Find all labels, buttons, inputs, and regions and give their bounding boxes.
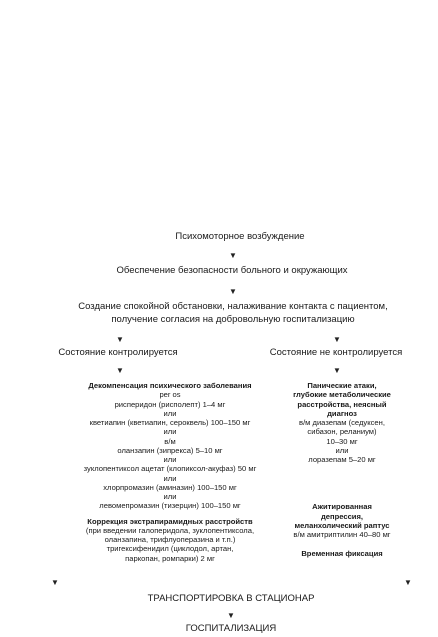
- left-line: хлорпромазин (аминазин) 100–150 мг: [103, 482, 237, 492]
- agitated-heading: меланхолический раптус: [294, 520, 390, 530]
- panic-heading: расстройства, неясный: [297, 399, 387, 409]
- left-line: рисперидон (риспoлепт) 1–4 мг: [114, 399, 226, 409]
- arrow-down-icon: ▼: [51, 578, 59, 587]
- left-line: оланзапин (зипрекса) 5–10 мг: [117, 445, 223, 455]
- left-line: или: [163, 455, 177, 464]
- left-treatment-block: [84, 381, 257, 563]
- arrow-down-icon: ▼: [404, 578, 412, 587]
- decompensation-heading: Декомпенсация психического заболевания: [88, 381, 252, 390]
- correction-line: оланзапина, трифлуоперазина и т.п.): [104, 535, 236, 544]
- branch-controlled: Состояние контролируется: [58, 347, 178, 358]
- diagram-title: Психомоторное возбуждение: [175, 231, 305, 242]
- step-contact-line-1: Создание спокойной обстановки, налаживание контакта с пациентом,: [78, 301, 388, 312]
- correction-line: тригексифенидил (циклодол, артан,: [106, 544, 234, 554]
- arrow-down-icon: ▼: [227, 611, 235, 620]
- left-line: левомепромазин (тизерцин) 100–150 мг: [99, 501, 241, 511]
- transport-label: ТРАНСПОРТИРОВКА В СТАЦИОНАР: [147, 593, 315, 604]
- agitated-heading: депрессия,: [320, 511, 364, 521]
- left-line: или: [163, 427, 177, 437]
- panic-line: лоразепам 5–20 мг: [308, 455, 376, 464]
- panic-heading: глубокие метаболические: [293, 390, 391, 400]
- step-contact-line-2: получение согласия на добровольную госпитализацию: [111, 314, 355, 325]
- panic-heading: Панические атаки,: [307, 381, 377, 390]
- correction-line: паркопан, ромпарки) 2 мг: [125, 553, 215, 563]
- left-line: в/м: [164, 436, 176, 446]
- arrow-down-icon: ▼: [333, 335, 341, 344]
- arrow-down-icon: ▼: [333, 366, 341, 375]
- left-line: или: [163, 408, 177, 418]
- agitated-heading: Ажитированная: [312, 502, 372, 512]
- fixation-label: Временная фиксация: [301, 549, 383, 559]
- left-line: или: [163, 492, 177, 501]
- panic-heading: диагноз: [327, 408, 357, 418]
- step-safety: Обеспечение безопасности больного и окружающих: [116, 265, 348, 276]
- left-line: кветиапин (кветиапин, сероквель) 100–150 мг: [89, 418, 251, 427]
- arrow-down-icon: ▼: [229, 287, 237, 296]
- left-line: per os: [159, 390, 181, 400]
- left-line: зуклопентиксол ацетат (клопиксол-акуфаз) 50 мг: [83, 464, 257, 474]
- panic-line: 10–30 мг: [326, 436, 358, 446]
- arrow-down-icon: ▼: [229, 251, 237, 260]
- left-line: или: [163, 473, 177, 483]
- panic-line: или: [335, 445, 349, 455]
- panic-line: в/м диазепам (седуксен,: [299, 418, 385, 427]
- correction-heading: Коррекция экстрапирамидных расстройств: [87, 516, 253, 526]
- agitated-line: в/м амитриптилин 40–80 мг: [293, 530, 391, 539]
- panic-line: сибазон, реланиум): [307, 427, 377, 437]
- correction-line: (при введении галоперидола, зуклопентиксола,: [85, 525, 255, 535]
- arrow-down-icon: ▼: [116, 366, 124, 375]
- arrow-down-icon: ▼: [116, 335, 124, 344]
- branch-not-controlled: Состояние не контролируется: [269, 347, 403, 358]
- right-treatment-block: [293, 381, 391, 559]
- hospitalization-label: ГОСПИТАЛИЗАЦИЯ: [185, 623, 277, 634]
